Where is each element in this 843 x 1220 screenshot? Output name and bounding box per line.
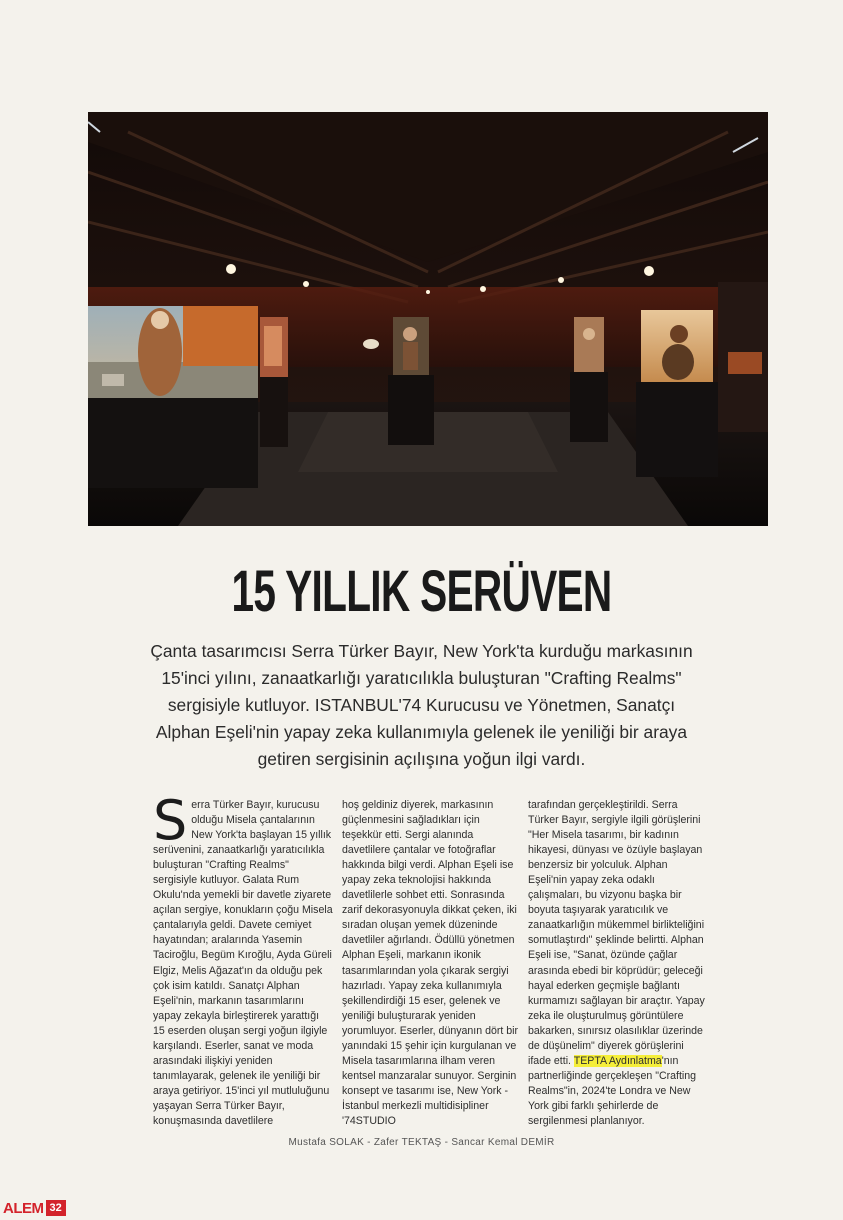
column-3-text-end: 'nın partnerliğinde gerçekleşen "Crafting Realms"in, 2024'te Londra ve New York gibi farklı şehirlerde de sergilenmesi planlanıyor. xyxy=(528,1054,697,1127)
article-headline: 15 YILLIK SERÜVEN xyxy=(231,559,612,624)
article-column-1 xyxy=(153,789,333,1129)
sponsor-highlight: TEPTA Aydınlatma xyxy=(573,1054,662,1067)
page-footer xyxy=(3,1199,66,1217)
article-column-3 xyxy=(528,798,708,1129)
article-lead: Çanta tasarımcısı Serra Türker Bayır, New York'ta kurduğu markasının 15'inci yılını, zanaatkarlığı yaratıcılıkla buluşturan "Crafting Realms" sergisiyle kutluyor. ISTANBUL'74 Kurucusu ve Yönetmen, Sanatçı Alphan Eşeli'nin yapay zeka kullanımıyla gelenek ile yeniliği bir araya getiren sergisinin açılışına yoğun ilgi vardı. xyxy=(150,641,693,769)
magazine-logo: ALEM xyxy=(3,1199,44,1217)
exhibition-photo xyxy=(88,112,768,526)
column-3-text-start: tarafından gerçekleştirildi. Serra Türker Bayır, sergiyle ilgili görüşlerini "Her Misela tasarımı, bir kadının hikayesi, dünyası ve özüyle başlayan benzersiz bir yolculuk. Alphan Eşeli'nin yapay zeka odaklı çalışmaları, bu vizyonu başka bir boyuta taşıyarak yaratıcılık ve zanaatkarlığın mükemmel birlikteliğini somutlaştırdı" şeklinde belirtti. Alphan Eşeli ise, "Sanat, özünde çağlar arasında ebedi bir köprüdür; geleceği hayal ederken geçmişle bağlantı kurmamızı sağlayan bir araçtır. Yapay zeka ile oluşturulmuş görüntülere bakarken, sınırsız olasılıklar üzerinde de düşünelim" diyerek görüşlerini ifade etti. xyxy=(528,799,705,1067)
page-number: 32 xyxy=(46,1200,66,1216)
column-1-text: erra Türker Bayır, kurucusu olduğu Misela çantalarının New York'ta başlayan 15 yıllık serüvenini, zanaatkarlığı yaratıcılıkla buluşturan "Crafting Realms" sergisiyle kutluyor. Galata Rum Okulu'nda yemekli bir davetle ziyarete açılan sergiye, konukların çoğu Misela çantalarıyla geldi. Davete cemiyet hayatından; aralarında Yasemin Taciroğlu, Begüm Kıroğlu, Ayda Güreli Elgiz, Melis Ağazat'ın da olduğu pek çok isim katıldı. Sanatçı Alphan Eşeli'nin, markanın tasarımlarını yapay zekayla birleştirerek yarattığı 15 eserden oluşan sergi yoğun ilgiyle karşılandı. Eserler, sanat ve moda arasındaki ilişkiyi yeniden tanımlayarak, gelenek ile yeniliği bir araya getiriyor. 15'inci yıl mutluluğunu yaşayan Serra Türker Bayır, konuşmasında davetlilere xyxy=(153,799,333,1127)
drop-cap: S xyxy=(153,789,188,852)
article-column-2 xyxy=(342,798,522,1129)
exhibition-hall-image xyxy=(88,112,768,526)
column-2-text: hoş geldiniz diyerek, markasının güçlenmesini sağladıkları için teşekkür etti. Sergi alanında davetlilere çantalar ve fotoğraflar hakkında bilgi verdi. Alphan Eşeli ise yapay zeka teknolojisi hakkında davetlilerle sohbet etti. Sonrasında zarif dekorasyonuyla dikkat çeken, iki sıradan oluşan yemek düzeninde davetliler ağırlandı. Ödüllü yönetmen Alphan Eşeli, markanın ikonik tasarımlarından yola çıkarak sergiyi hazırladı. Yapay zeka kullanımıyla şekillendirdiği 15 eser, gelenek ve yeniliği buluşturarak yeniden yorumluyor. Eserler, dünyanın dört bir yanındaki 15 şehir için kurgulanan ve Misela tasarımlarına ilham veren kentsel manzaralar sunuyor. Serginin konsept ve tasarımı ise, New York - İstanbul merkezli multidisipliner '74STUDIO xyxy=(342,799,519,1127)
photo-credits: Mustafa SOLAK - Zafer TEKTAŞ - Sancar Kemal DEMİR xyxy=(288,1137,555,1148)
